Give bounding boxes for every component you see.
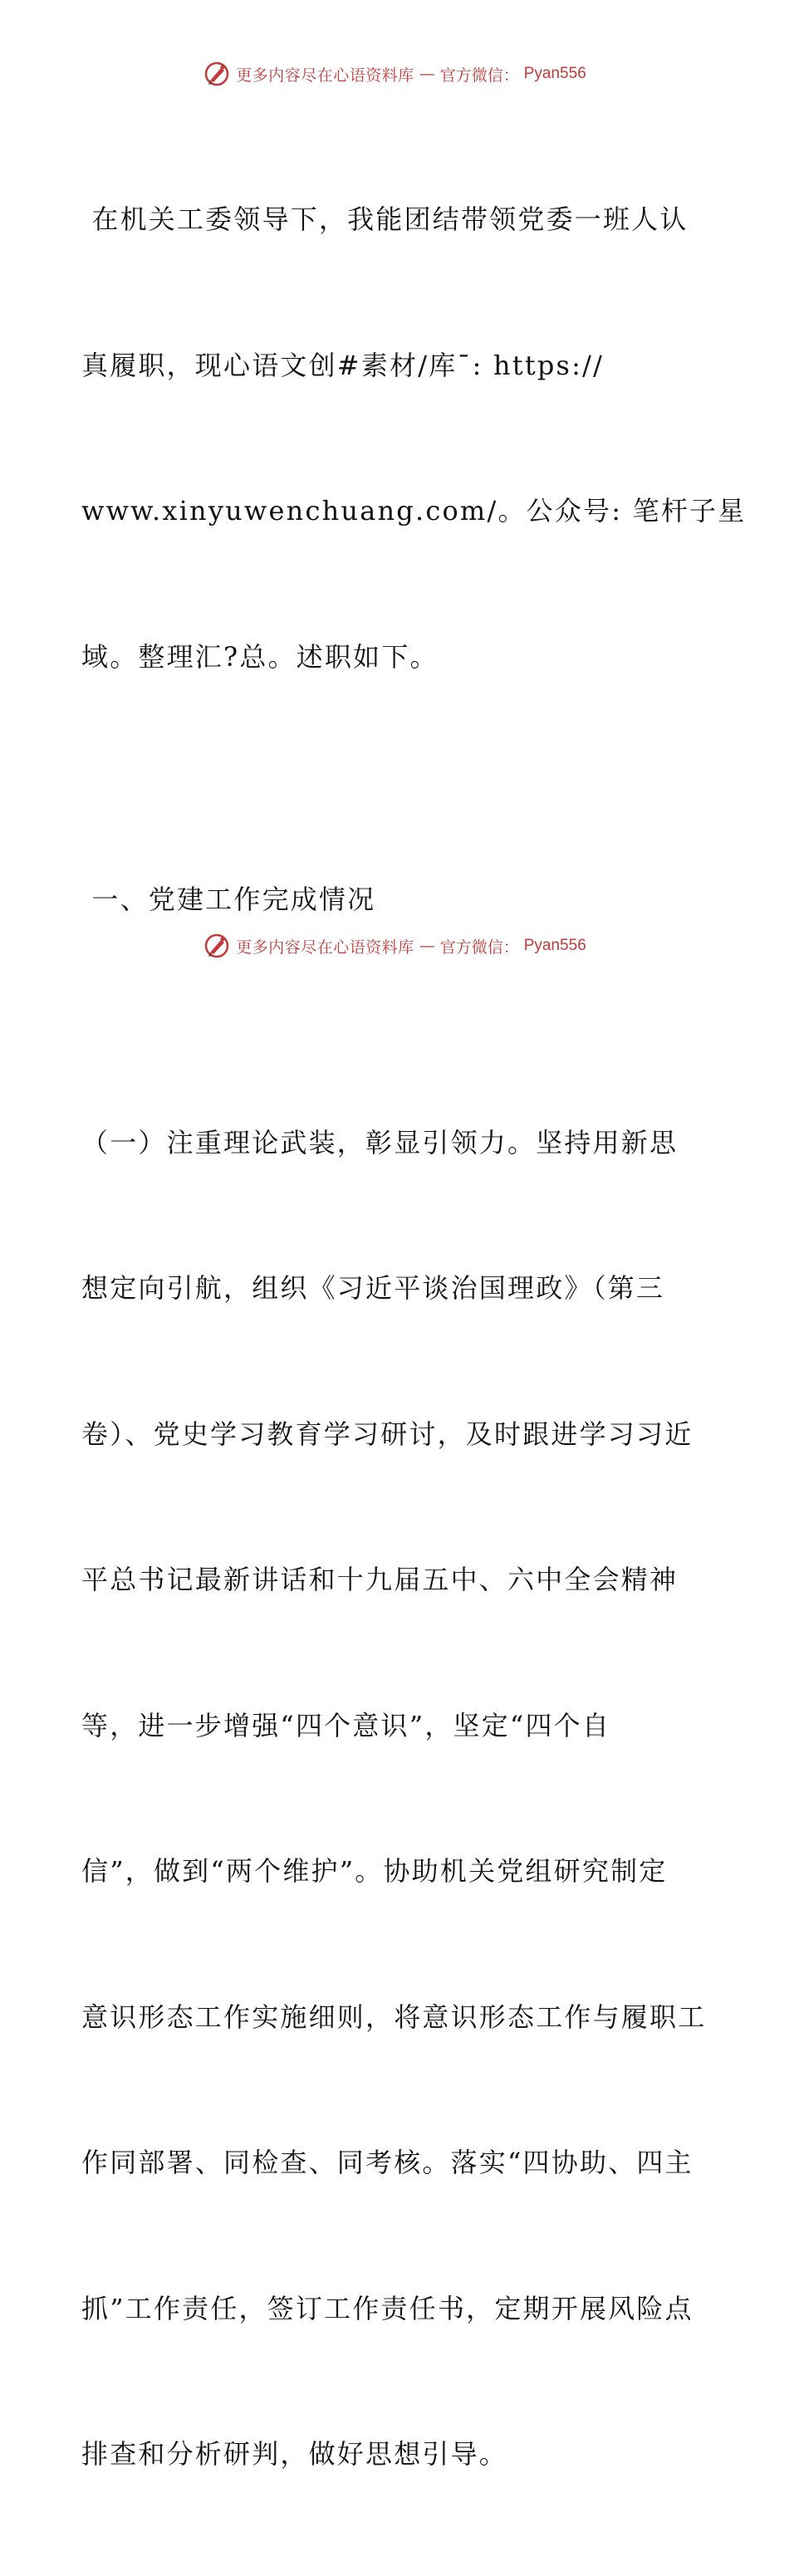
text-line: www.xinyuwenchuang.com/。公众号: 笔杆子星 bbox=[81, 495, 747, 526]
document-body bbox=[81, 98, 747, 2576]
text-line: （一）注重理论武装，彰显引领力。坚持用新思 bbox=[81, 1126, 679, 1158]
watermark-account: Pyan556 bbox=[523, 65, 586, 82]
heading-line: 一、党建工作完成情况 bbox=[81, 884, 376, 915]
footer-watermark bbox=[0, 932, 789, 960]
text-line: 抓”工作责任，签订工作责任书，定期开展风险点 bbox=[81, 2292, 693, 2324]
text-line: 在机关工委领导下，我能团结带领党委一班人认 bbox=[81, 203, 689, 235]
watermark-label: 官方微信： bbox=[439, 938, 519, 957]
text-line: 平总书记最新讲话和十九届五中、六中全会精神 bbox=[81, 1564, 679, 1595]
text-line: 等，进一步增强“四个意识”，坚定“四个自 bbox=[81, 1709, 611, 1741]
header-watermark bbox=[0, 60, 789, 88]
pen-logo-icon bbox=[203, 60, 231, 88]
pen-logo-icon bbox=[203, 932, 231, 960]
text-line: 作同部署、同检查、同考核。落实“四协助、四主 bbox=[81, 2147, 693, 2178]
text-line: 信”，做到“两个维护”。协助机关党组研究制定 bbox=[81, 1855, 668, 1887]
watermark-separator: — bbox=[419, 937, 435, 955]
text-line: 想定向引航，组织《习近平谈治国理政》（第三 bbox=[81, 1272, 665, 1304]
watermark-text: 更多内容尽在心语资料库 bbox=[236, 66, 414, 85]
text-line: 卷）、党史学习教育学习研讨，及时跟进学习习近 bbox=[81, 1418, 693, 1450]
section-heading bbox=[81, 778, 713, 1021]
intro-paragraph bbox=[81, 98, 747, 778]
watermark-text: 更多内容尽在心语资料库 bbox=[236, 938, 414, 957]
body-paragraph bbox=[81, 1021, 713, 2576]
text-line: 域。整理汇?总。述职如下。 bbox=[81, 640, 439, 673]
watermark-separator: — bbox=[419, 65, 435, 83]
text-line: 真履职，现心语文创#素材/库¯: https:// bbox=[81, 349, 605, 381]
watermark-label: 官方微信： bbox=[439, 66, 519, 85]
text-line: 排查和分析研判，做好思想引导。 bbox=[81, 2438, 508, 2470]
watermark-account: Pyan556 bbox=[523, 937, 586, 954]
text-line: 意识形态工作实施细则，将意识形态工作与履职工 bbox=[81, 2001, 707, 2033]
